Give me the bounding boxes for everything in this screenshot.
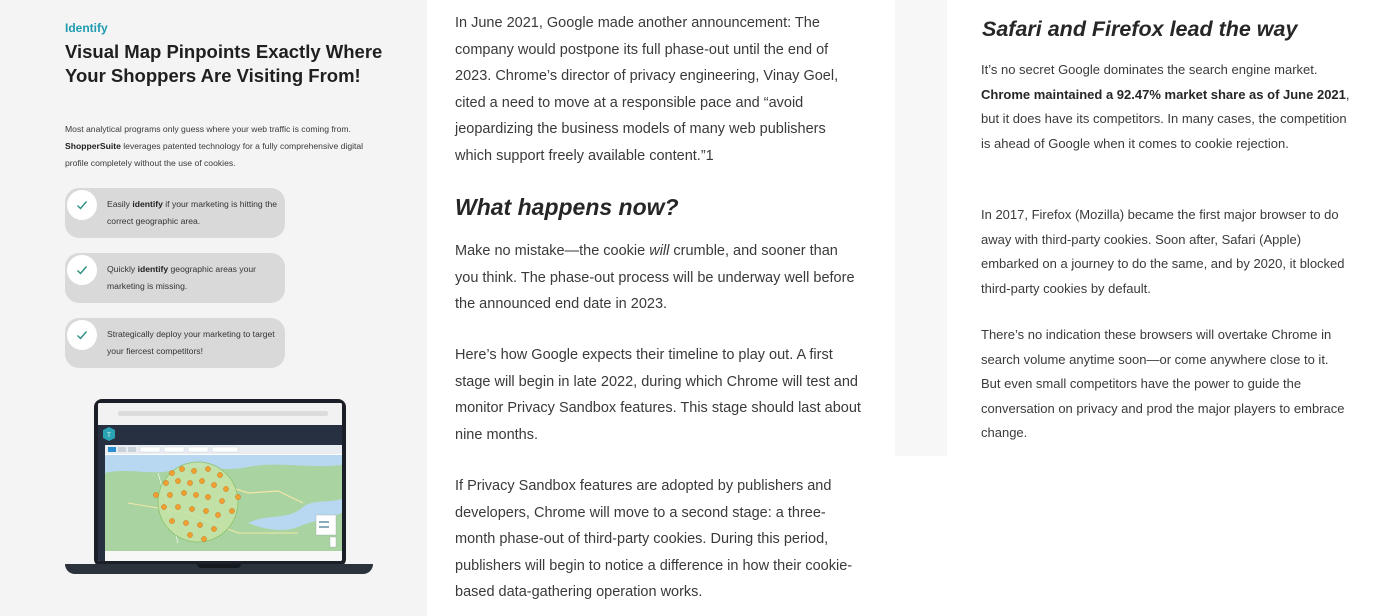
article-paragraph: There’s no indication these browsers will overtake Chrome in search volume anytime soon—or come anywhere close to it. But even small competitors have the power to guide the conversation on privacy and prod the major players to embrace change. <box>981 327 1345 440</box>
svg-text:T: T <box>107 433 111 439</box>
feature-text: Easily identify if your marketing is hitting the correct geographic area. <box>107 199 278 226</box>
column-gutter <box>895 0 947 456</box>
feature-item-geographic-miss <box>65 253 285 303</box>
market-share-highlight: Chrome maintained a 92.47% market share as of June 2021 <box>981 86 1346 102</box>
check-icon <box>67 190 97 220</box>
feature-item-competitors <box>65 318 285 368</box>
check-icon <box>67 320 97 350</box>
product-feature-panel <box>0 0 427 616</box>
article-column-side <box>947 0 1387 456</box>
feature-title: Visual Map Pinpoints Exactly Where Your Shoppers Are Visiting From! <box>65 41 383 86</box>
brand-name: ShopperSuite <box>65 141 121 151</box>
feature-text: Strategically deploy your marketing to target your fiercest competitors! <box>107 329 275 356</box>
article-paragraph: In June 2021, Google made another announcement: The company would postpone its full phase-out until the end of 2023. Chrome’s director of privacy engineering, Vinay Goel, cited a need to move at a responsible pace and “avoid jeopardizing the business models of many web publishers which support freely available content.”1 <box>455 15 839 164</box>
feature-item-geographic-hit <box>65 188 285 238</box>
article-paragraph: It’s no secret Google dominates the search engine market. Chrome maintained a 92.47% market share as of June 2021, but it does have its competitors. In many cases, the competition is ahead of Google when it comes to cookie rejection. <box>981 62 1350 151</box>
article-paragraph: In 2017, Firefox (Mozilla) became the first major browser to do away with third-party cookies. Soon after, Safari (Apple) embarked on a journey to do the same, and by 2020, it blocked third-party cookies by default. <box>981 207 1345 296</box>
map-screenshot-illustration <box>98 403 342 561</box>
laptop-mockup <box>65 397 373 577</box>
article-paragraph: If Privacy Sandbox features are adopted by publishers and developers, Chrome will move to a second stage: a three-month phase-out of third-party cookies. During this period, publishers will begin to notice a difference in how their cookie-based data-gathering operation works. <box>455 478 853 601</box>
article-paragraph: Here’s how Google expects their timeline to play out. A first stage will begin in late 2022, during which Chrome will test and monitor Privacy Sandbox features. This stage should last about nine months. <box>455 347 861 443</box>
laptop-screen-map <box>98 403 342 561</box>
feature-description: Most analytical programs only guess where your web traffic is coming from. ShopperSuite leverages patented technology for a fully comprehensive digital profile completely without the use of cookies. <box>65 124 364 168</box>
check-icon <box>67 255 97 285</box>
laptop-base-notch <box>197 564 241 568</box>
feature-text: Quickly identify geographic areas your marketing is missing. <box>107 264 257 291</box>
section-heading-safari-firefox: Safari and Firefox lead the way <box>982 17 1298 41</box>
section-heading-what-happens-now: What happens now? <box>455 194 679 220</box>
article-paragraph: Make no mistake—the cookie will crumble, and sooner than you think. The phase-out process will be underway well before the announced end date in 2023. <box>455 243 855 313</box>
section-eyebrow: Identify <box>65 21 108 35</box>
article-column-main <box>427 0 895 616</box>
